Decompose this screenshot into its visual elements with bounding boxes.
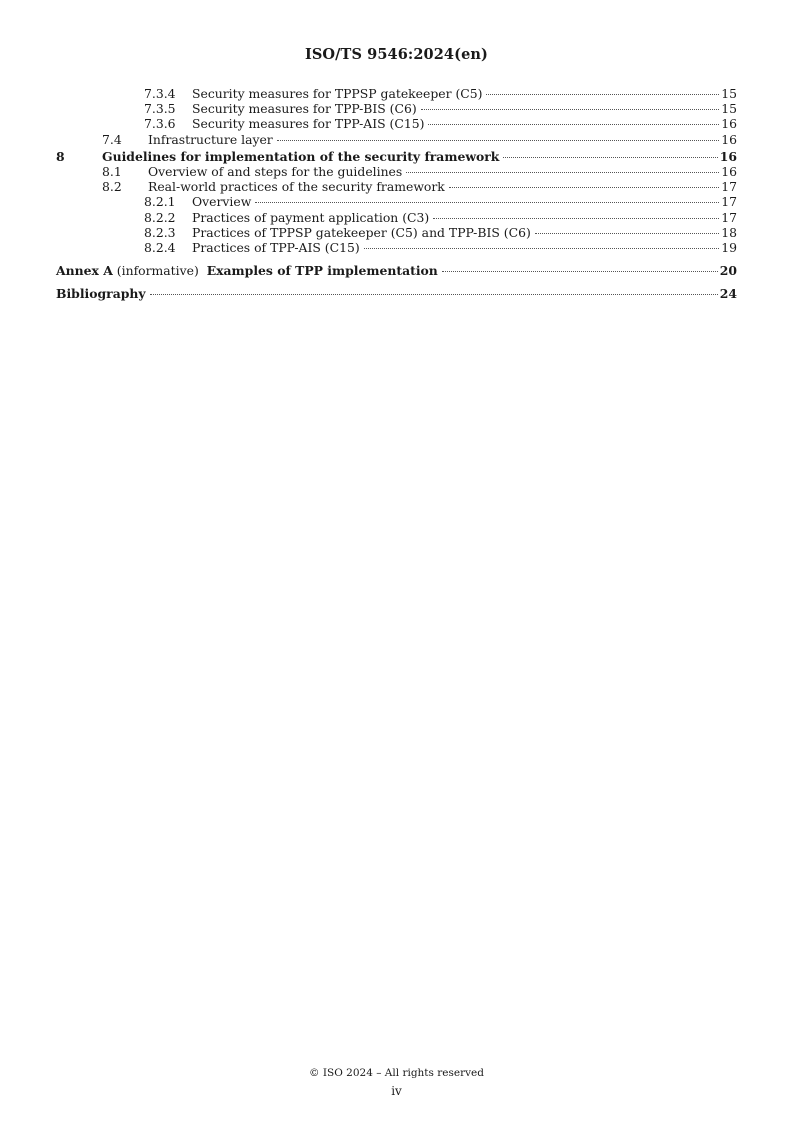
toc-entry-7-4[interactable] — [56, 132, 737, 147]
toc-entry-7-3-4[interactable] — [56, 86, 737, 101]
toc-entry-8-2[interactable] — [56, 179, 737, 194]
toc-entry-8-2-4[interactable] — [56, 240, 737, 255]
toc-entry-number: 8.2.3 — [144, 224, 176, 240]
toc-entry-number: 8.2 — [102, 179, 122, 195]
toc-entry-title: Practices of payment application (C3) — [192, 209, 430, 225]
page-number: iv — [391, 1084, 402, 1098]
toc-entry-8[interactable] — [56, 149, 737, 164]
toc-entry-number: 8.2.1 — [144, 194, 176, 210]
toc-leader-dots — [421, 109, 719, 110]
toc-leader-dots — [255, 202, 719, 203]
toc-entry-page: 16 — [721, 116, 737, 132]
toc-entry-number: 7.3.4 — [144, 86, 176, 101]
toc-entry-page: 18 — [721, 224, 737, 240]
toc-entry-number: 7.4 — [102, 131, 122, 147]
toc-entry-page: 16 — [721, 163, 737, 179]
toc-entry-title: Security measures for TPP-AIS (C15) — [192, 116, 425, 132]
toc-entry-number: 7.3.5 — [144, 101, 176, 117]
toc-leader-dots — [503, 157, 717, 158]
table-of-contents — [56, 86, 737, 301]
toc-leader-dots — [428, 124, 719, 125]
toc-entry-page: 20 — [719, 263, 737, 279]
toc-leader-dots — [535, 233, 719, 234]
toc-entry-title: Real-world practices of the security framework — [148, 179, 445, 195]
toc-entry-page: 17 — [721, 179, 737, 195]
toc-entry-title: Infrastructure layer — [148, 131, 273, 147]
toc-entry-number: 7.3.6 — [144, 116, 176, 132]
toc-entry-8-2-2[interactable] — [56, 210, 737, 225]
toc-entry-page: 17 — [721, 194, 737, 210]
copyright-notice: © ISO 2024 – All rights reserved — [309, 1067, 484, 1079]
toc-entry-8-1[interactable] — [56, 164, 737, 179]
annex-title: Examples of TPP implementation — [206, 263, 438, 279]
document-header: ISO/TS 9546:2024(en) — [304, 46, 489, 63]
toc-entry-page: 16 — [721, 131, 737, 147]
toc-entry-page: 15 — [721, 86, 737, 101]
toc-leader-dots — [364, 248, 720, 249]
toc-entry-7-3-5[interactable] — [56, 101, 737, 116]
toc-entry-page: 17 — [721, 209, 737, 225]
toc-entry-number: 8.2.2 — [144, 209, 176, 225]
toc-entry-annex-a[interactable] — [56, 263, 737, 278]
toc-entry-8-2-1[interactable] — [56, 194, 737, 209]
toc-entry-number: 8.2.4 — [144, 239, 176, 255]
toc-entry-page: 15 — [721, 101, 737, 117]
annex-heading — [56, 263, 440, 278]
toc-entry-number: 8.1 — [102, 163, 122, 179]
annex-type: (informative) — [116, 263, 199, 279]
toc-entry-page: 24 — [719, 286, 737, 302]
toc-entry-8-2-3[interactable] — [56, 225, 737, 240]
toc-entry-title: Overview of and steps for the guidelines — [148, 163, 403, 179]
toc-leader-dots — [150, 294, 718, 295]
toc-entry-title: Overview — [192, 194, 252, 210]
toc-entry-title: Practices of TPP-AIS (C15) — [192, 239, 360, 255]
toc-leader-dots — [277, 140, 720, 141]
toc-leader-dots — [442, 271, 718, 272]
toc-entry-title: Security measures for TPPSP gatekeeper (C5) — [192, 86, 483, 101]
toc-entry-title: Security measures for TPP-BIS (C6) — [192, 101, 417, 117]
toc-entry-number: 8 — [56, 148, 65, 164]
annex-label: Annex A — [56, 263, 113, 279]
toc-entry-7-3-6[interactable] — [56, 116, 737, 131]
toc-leader-dots — [406, 172, 719, 173]
toc-entry-title: Practices of TPPSP gatekeeper (C5) and TPP-BIS (C6) — [192, 224, 531, 240]
toc-leader-dots — [449, 187, 719, 188]
toc-entry-title: Guidelines for implementation of the security framework — [102, 148, 500, 164]
toc-entry-title: Bibliography — [56, 286, 146, 302]
toc-entry-bibliography[interactable] — [56, 286, 737, 301]
toc-leader-dots — [433, 218, 719, 219]
toc-entry-page: 16 — [719, 148, 737, 164]
toc-leader-dots — [486, 94, 719, 95]
toc-entry-page: 19 — [721, 239, 737, 255]
